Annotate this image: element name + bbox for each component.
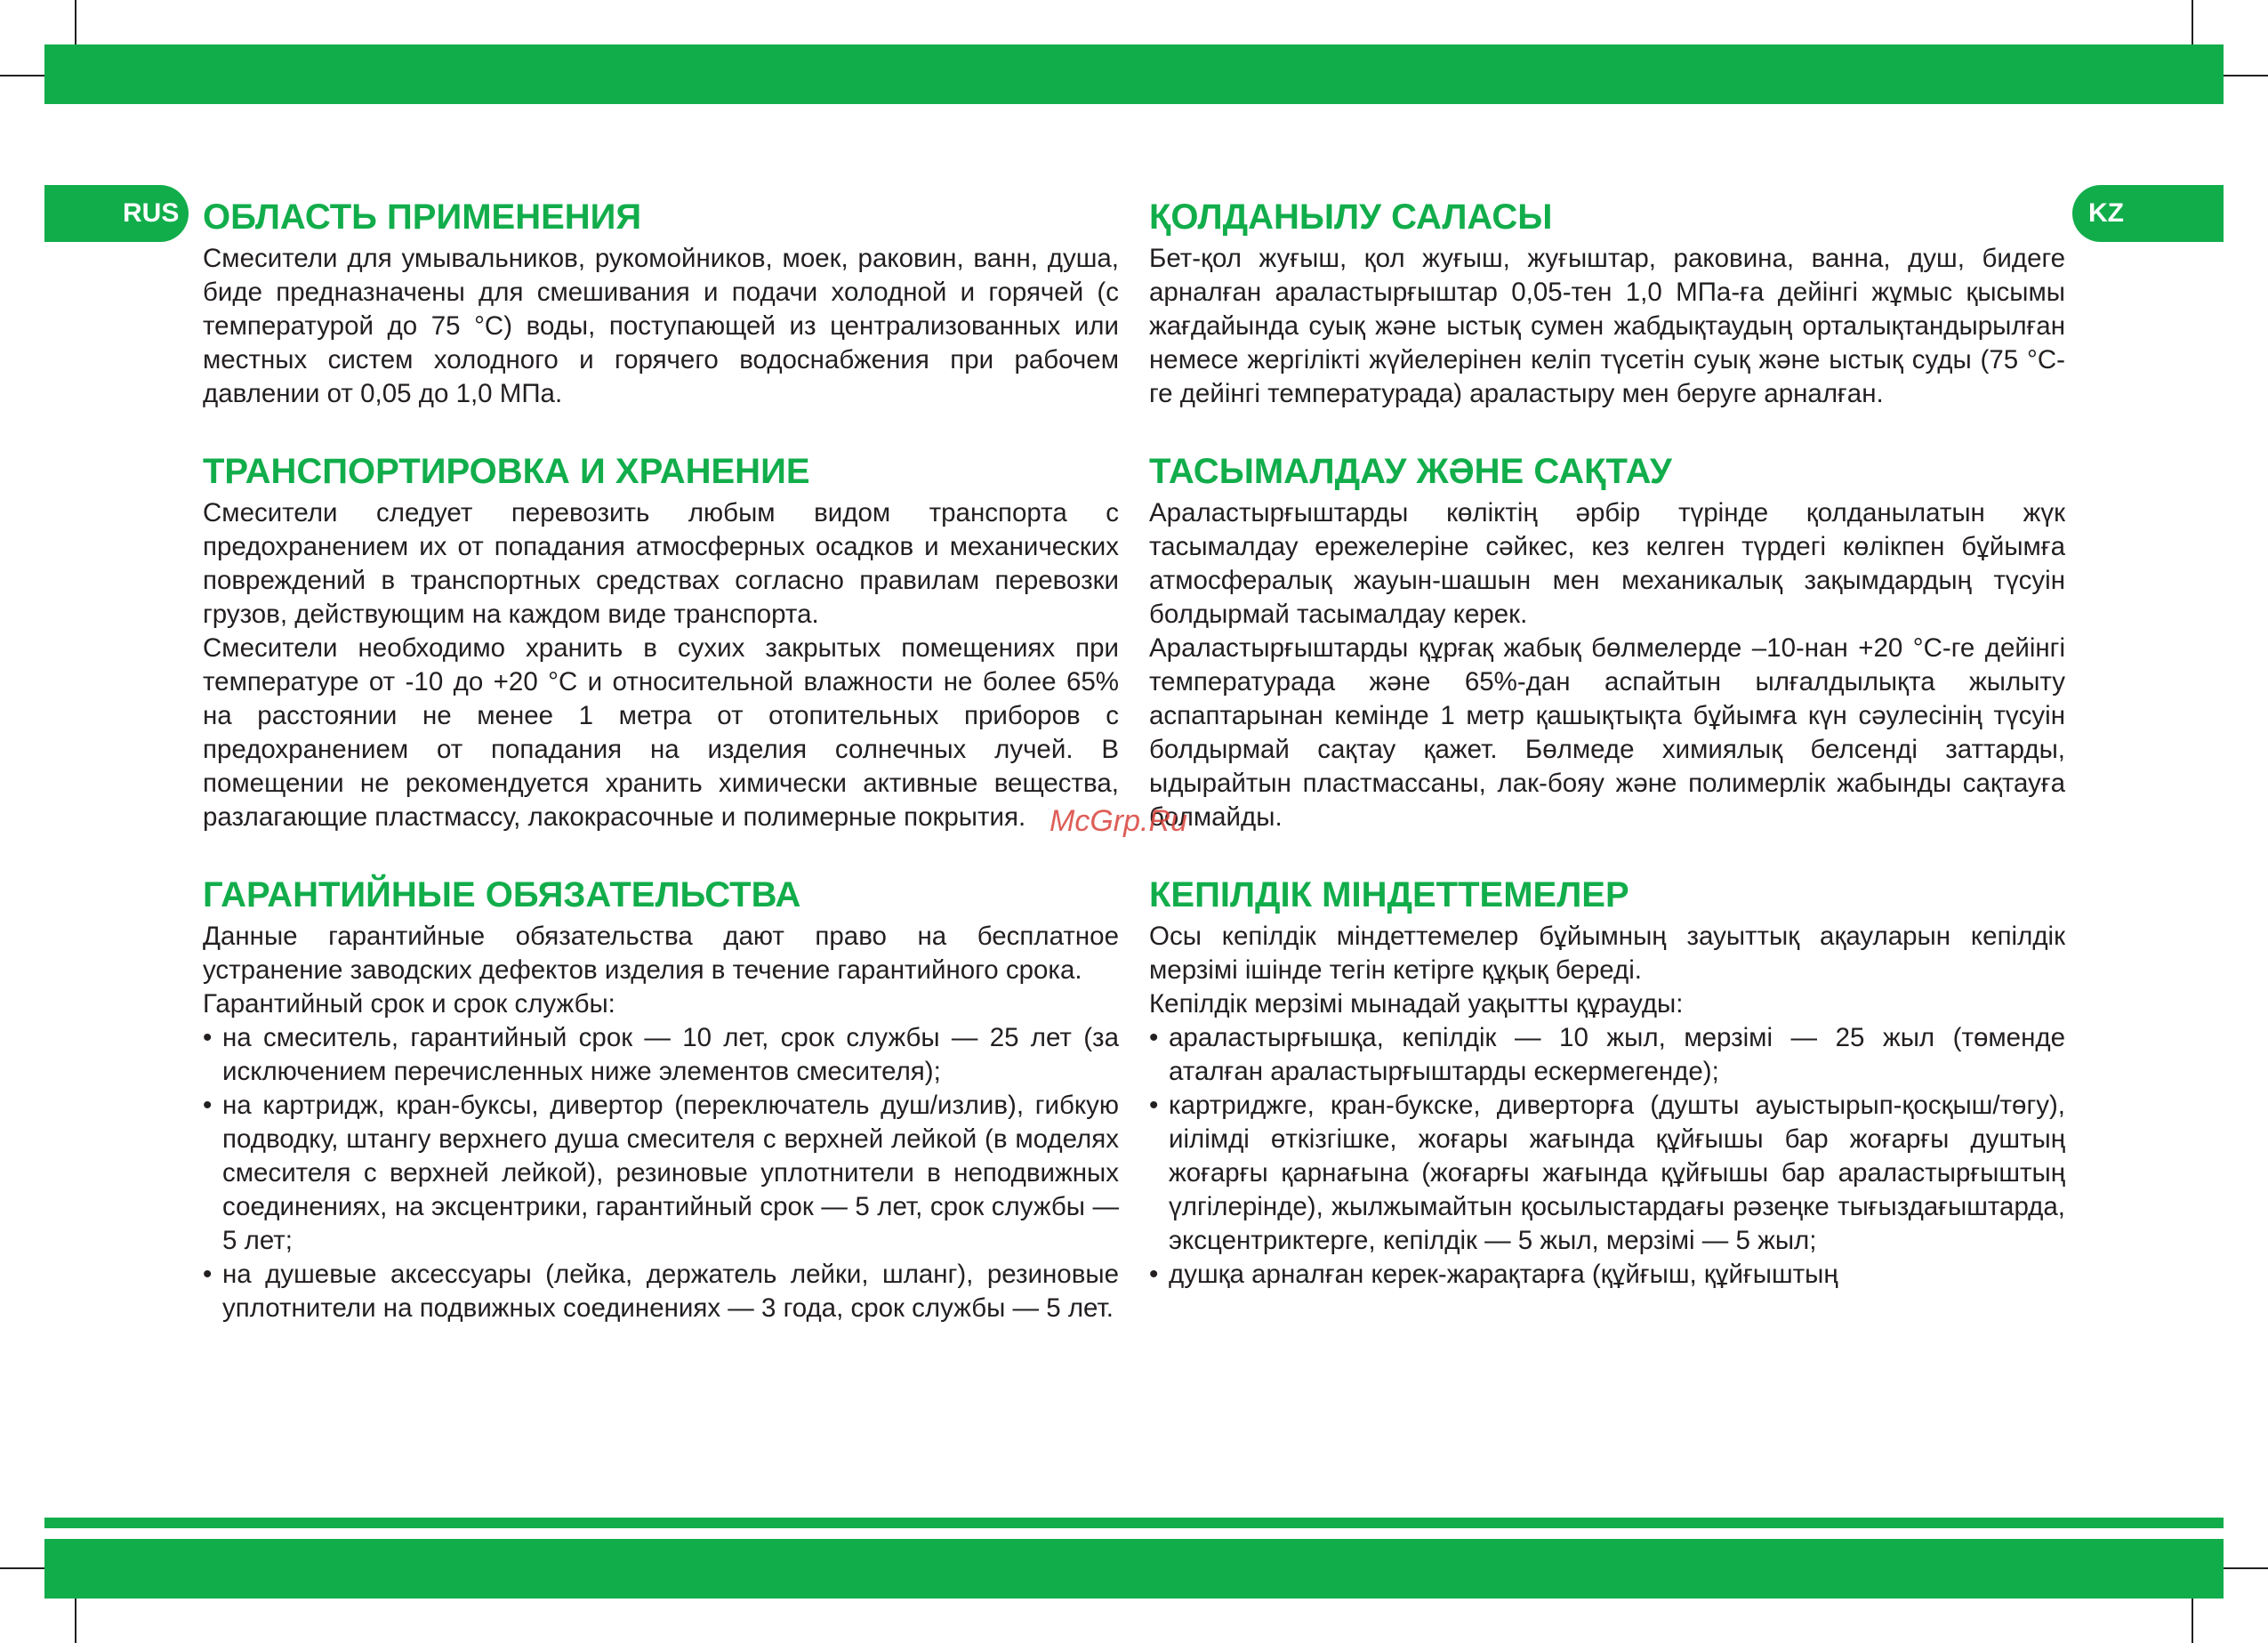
list-item: • араластырғышқа, кепілдік — 10 жыл, мерзімі — 25 жыл (төменде аталған араластырғыштарды ескермегенде); xyxy=(1149,1021,2065,1089)
top-green-band xyxy=(44,44,2224,104)
kz-application-heading: ҚОЛДАНЫЛУ САЛАСЫ xyxy=(1149,197,1553,237)
kz-transport-section xyxy=(1149,447,2065,834)
kz-transport-heading: ТАСЫМАЛДАУ ЖӘНЕ САҚТАУ xyxy=(1149,452,1672,491)
crop-mark xyxy=(75,0,76,44)
kz-application-text: Бет-қол жуғыш, қол жуғыш, жуғыштар, раковина, ванна, душ, бидеге арналған араластырғыштар 0,05-тен 1,0 МПа-ға дейінгі жұмыс қысымы жағдайында суық және ыстық сумен жабдықтаудың орталықтандырылған немесе жергілікті жүйелерінен келіп түсетін суық және ыстық суды (75 °С-ге дейінгі температурада) араластыру мен беруге арналған. xyxy=(1149,244,2065,408)
list-item: • на картридж, кран-буксы, дивертор (переключатель душ/излив), гибкую подводку, штангу верхнего душа смесителя с верхней лейкой (в моделях смесителя с верхней лейкой), резиновые уплотнители в неподвижных соединениях, на эксцентрики, гарантийный срок — 5 лет, срок службы — 5 лет; xyxy=(203,1089,1119,1258)
kz-warranty-text: Осы кепілдік міндеттемелер бұйымның зауыттық ақауларын кепілдік мерзімі ішінде тегін кетірге құқық береді. xyxy=(1149,922,2065,985)
kz-warranty-list xyxy=(1149,1021,2065,1292)
kz-storage-text: Араластырғыштарды құрғақ жабық бөлмелерде –10-нан +20 °С-ге дейінгі температурада және 65%-дан аспайтын ылғалдылықта жылыту аспаптарынан кемінде 1 метр қашықтықта бұйымға күн сәулесінің түсуін болдырмай сақтау қажет. Бөлмеде химиялық белсенді заттарды, ыдырайтын пластмассаны, лак-бояу және полимерлік жабынды сақтауға болмайды. xyxy=(1149,633,2065,832)
kz-application-section xyxy=(1149,192,2065,411)
rus-application-heading: ОБЛАСТЬ ПРИМЕНЕНИЯ xyxy=(203,197,642,237)
kz-transport-text: Араластырғыштарды көліктің әрбір түрінде қолданылатын жүк тасымалдау ережелеріне сәйкес, кез келген түрдегі көлікпен бұйымға атмосфералық жауын-шашын мен механикалық зақымдардың түсуін болдырмай тасымалдау керек. xyxy=(1149,498,2065,629)
kz-warranty-terms-label: Кепілдік мерзімі мынадай уақытты құрауды: xyxy=(1149,989,1684,1019)
bottom-green-band xyxy=(44,1539,2224,1599)
rus-warranty-terms-label: Гарантийный срок и срок службы: xyxy=(203,989,615,1019)
rus-application-text: Смесители для умывальников, рукомойников, моек, раковин, ванн, душа, биде предназначены для смешивания и подачи холодной и горячей (с температурой до 75 °С) воды, поступающей из централизованных или местных систем холодного и горячего водоснабжения при рабочем давлении от 0,05 до 1,0 МПа. xyxy=(203,244,1119,408)
rus-warranty-list xyxy=(203,1021,1119,1325)
crop-mark xyxy=(0,75,44,77)
rus-transport-text: Смесители следует перевозить любым видом транспорта с предохранением их от попадания атмосферных осадков и механических повреждений в транспортных средствах согласно правилам перевозки грузов, действующим на каждом виде транспорта. xyxy=(203,498,1119,629)
bottom-green-stripe xyxy=(44,1518,2224,1528)
crop-mark xyxy=(2192,1599,2193,1643)
list-item: • на смеситель, гарантийный срок — 10 лет, срок службы — 25 лет (за исключением перечисленных ниже элементов смесителя); xyxy=(203,1021,1119,1089)
rus-application-section xyxy=(203,192,1119,411)
rus-warranty-section xyxy=(203,870,1119,1325)
list-item: • картриджге, кран-букске, диверторға (душты ауыстырып-қосқыш/төгу), иілімді өткізгішке, жоғары жағында құйғышы бар жоғарғы душтың жоғарғы қарнағына (жоғарғы жағында құйғышы бар араластырғыштың үлгілерінде), жылжымайтын қосылыстардағы рәзеңке тығыздағыштарда, эксцентриктерге, кепілдік — 5 жыл, мерзімі — 5 жыл; xyxy=(1149,1089,2065,1258)
list-item: • душқа арналған керек-жарақтарға (құйғыш, құйғыштың xyxy=(1149,1258,2065,1292)
rus-transport-heading: ТРАНСПОРТИРОВКА И ХРАНЕНИЕ xyxy=(203,452,810,491)
language-tab-kz: KZ xyxy=(2072,185,2224,242)
kazakh-column xyxy=(1149,192,2065,1292)
watermark: McGrp.Ru xyxy=(1050,804,1187,838)
language-tab-rus: RUS xyxy=(44,185,189,242)
crop-mark xyxy=(2224,75,2268,77)
crop-mark xyxy=(2224,1567,2268,1569)
kz-warranty-section xyxy=(1149,870,2065,1292)
rus-storage-text: Смесители необходимо хранить в сухих закрытых помещениях при температуре от -10 до +20 °С и относительной влажности не более 65% на расстоянии не менее 1 метра от отопительных приборов с предохранением от попадания на изделия солнечных лучей. В помещении не рекомендуется хранить химически активные вещества, разлагающие пластмассу, лакокрасочные и полимерные покрытия. xyxy=(203,633,1119,832)
rus-transport-section xyxy=(203,447,1119,834)
crop-mark xyxy=(75,1599,76,1643)
list-item: • на душевые аксессуары (лейка, держатель лейки, шланг), резиновые уплотнители на подвижных соединениях — 3 года, срок службы — 5 лет. xyxy=(203,1258,1119,1325)
rus-warranty-text: Данные гарантийные обязательства дают право на бесплатное устранение заводских дефектов изделия в течение гарантийного срока. xyxy=(203,922,1119,985)
russian-column xyxy=(203,192,1119,1325)
kz-warranty-heading: КЕПІЛДІК МІНДЕТТЕМЕЛЕР xyxy=(1149,875,1629,914)
rus-warranty-heading: ГАРАНТИЙНЫЕ ОБЯЗАТЕЛЬСТВА xyxy=(203,875,801,914)
crop-mark xyxy=(2192,0,2193,44)
crop-mark xyxy=(0,1567,44,1569)
